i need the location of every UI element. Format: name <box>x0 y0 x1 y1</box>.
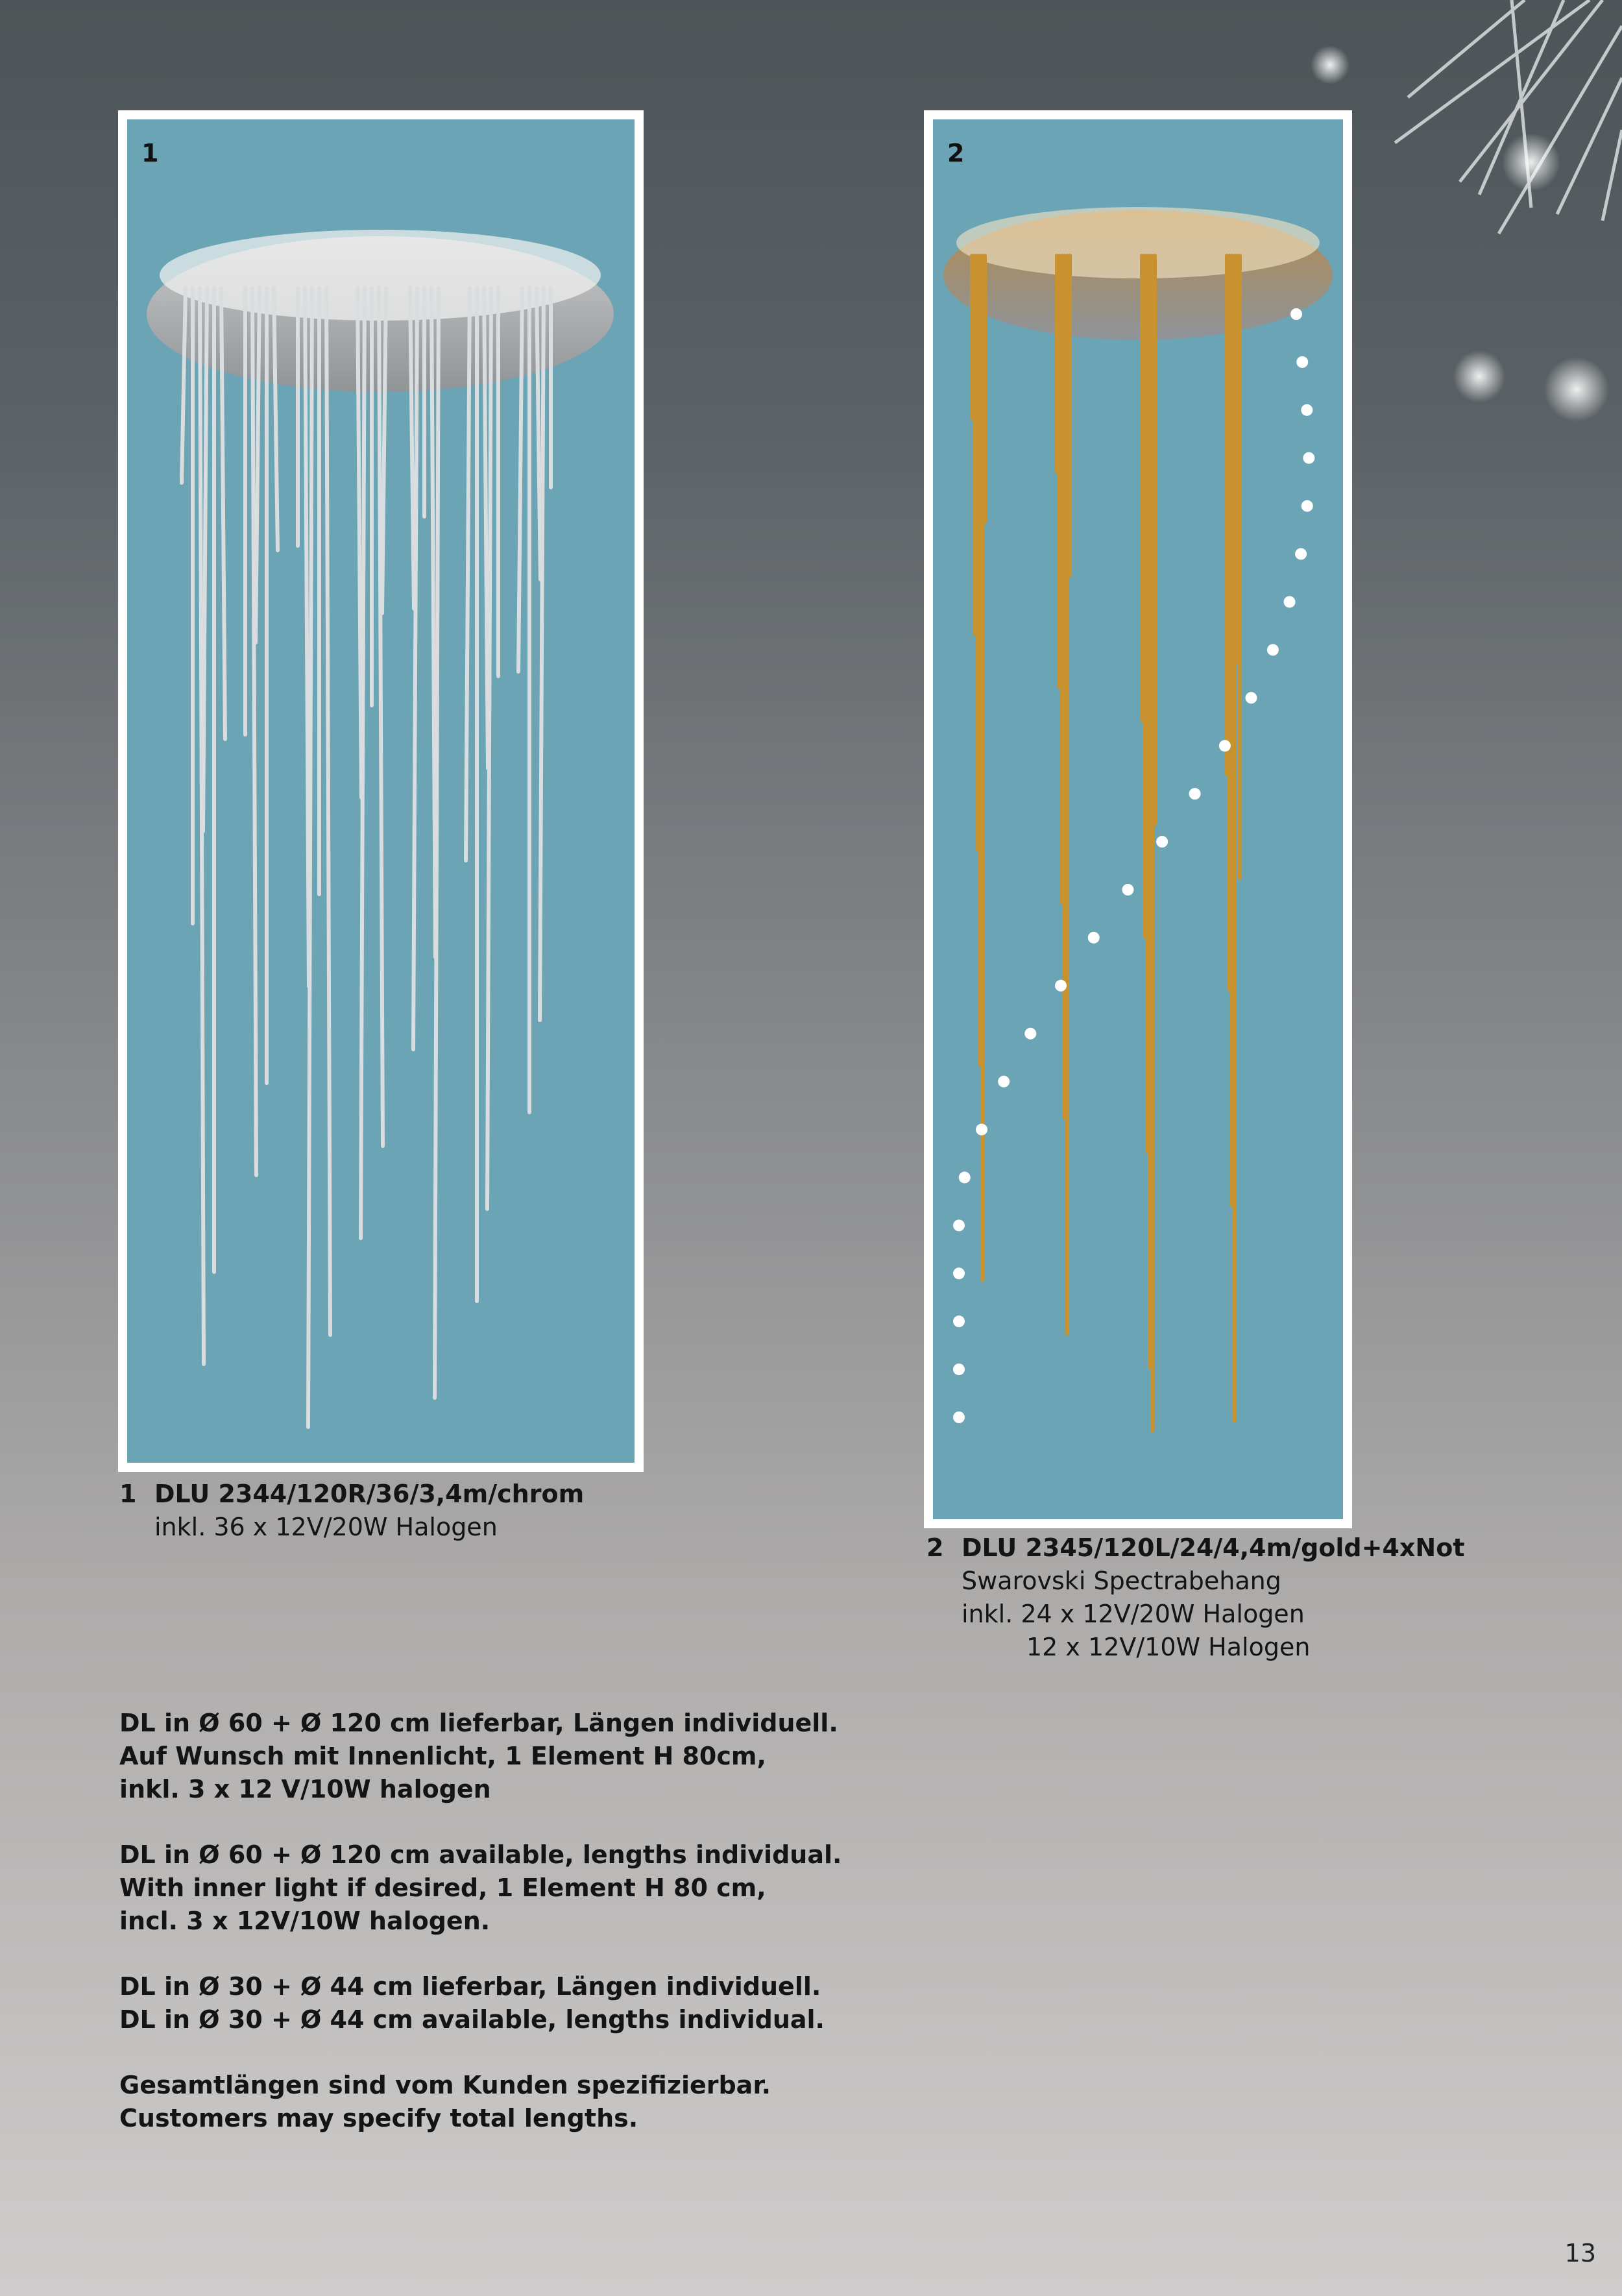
panel-number-1: 1 <box>141 139 159 167</box>
crystal-pendant <box>1290 308 1302 320</box>
chrome-rod <box>435 288 439 1398</box>
info-paragraph-30-44 <box>119 1970 963 2036</box>
info-line: Auf Wunsch mit Innenlicht, 1 Element H 80cm, <box>119 1742 766 1770</box>
page-number: 13 <box>1564 2239 1596 2267</box>
crystal-pendant <box>1301 404 1313 416</box>
crystal-pendant <box>1245 692 1257 703</box>
product-code-2: DLU 2345/120L/24/4,4m/gold+4xNot <box>962 1533 1465 1562</box>
chrome-rod <box>252 288 256 1175</box>
chrome-rod <box>308 288 312 1427</box>
crystal-pendant <box>953 1411 965 1423</box>
info-line: Customers may specify total lengths. <box>119 2104 638 2132</box>
info-paragraph-en-60-120 <box>119 1838 963 1938</box>
crystal-pendant <box>1055 980 1067 992</box>
crystal-pendant <box>1303 452 1314 464</box>
info-text-block <box>119 1707 963 2168</box>
product-code-1: DLU 2344/120R/36/3,4m/chrom <box>154 1480 585 1508</box>
product-image-panel-1 <box>118 110 644 1472</box>
chrome-rod <box>379 288 383 1146</box>
crystal-pendant <box>1088 932 1100 944</box>
crystal-pendant <box>959 1171 971 1183</box>
info-line: DL in Ø 60 + Ø 120 cm lieferbar, Längen individuell. <box>119 1709 838 1737</box>
chrome-rod <box>361 288 365 1238</box>
info-line: Gesamtlängen sind vom Kunden spezifizierbar. <box>119 2071 771 2099</box>
info-paragraph-de-60-120 <box>119 1707 963 1806</box>
crystal-pendant <box>976 1124 987 1136</box>
info-line: DL in Ø 30 + Ø 44 cm available, lengths individual. <box>119 2005 825 2034</box>
chrome-chandelier-illustration <box>127 119 635 1463</box>
crystal-pendant <box>953 1315 965 1327</box>
crystal-pendant <box>953 1363 965 1375</box>
product-detail-2-1: Swarovski Spectrabehang <box>962 1567 1281 1595</box>
chrome-rod <box>203 288 207 831</box>
info-line: DL in Ø 60 + Ø 120 cm available, lengths individual. <box>119 1840 842 1869</box>
crystal-pendant <box>953 1219 965 1231</box>
gold-chandelier-illustration <box>933 119 1343 1519</box>
info-line: inkl. 3 x 12 V/10W halogen <box>119 1775 491 1803</box>
product-detail-2-2: inkl. 24 x 12V/20W Halogen <box>962 1600 1305 1628</box>
info-line: DL in Ø 30 + Ø 44 cm lieferbar, Längen individuell. <box>119 1972 821 2001</box>
info-paragraph-lengths <box>119 2069 963 2135</box>
crystal-pendant <box>1267 644 1279 655</box>
info-line: With inner light if desired, 1 Element H 80 cm, <box>119 1874 766 1902</box>
crystal-pendant <box>998 1076 1010 1088</box>
info-line: incl. 3 x 12V/10W halogen. <box>119 1907 490 1935</box>
caption-number-1: 1 <box>119 1480 137 1508</box>
crystal-pendant <box>1156 836 1168 848</box>
crystal-pendant <box>1189 788 1201 800</box>
crystal-pendant <box>1122 884 1133 896</box>
product-detail-2-3: 12 x 12V/10W Halogen <box>1026 1633 1311 1661</box>
chrome-rod <box>413 288 417 1049</box>
product-detail-1-1: inkl. 36 x 12V/20W Halogen <box>154 1513 498 1541</box>
crystal-pendant <box>1219 740 1231 751</box>
product-caption-1 <box>119 1478 703 1544</box>
crystal-pendant <box>1301 500 1313 512</box>
product-image-panel-2 <box>924 110 1352 1528</box>
chrome-rod <box>326 288 330 1335</box>
panel-number-2: 2 <box>947 139 965 167</box>
chrome-rod <box>540 288 544 1020</box>
crystal-pendant <box>1284 596 1296 607</box>
crystal-pendant <box>953 1267 965 1279</box>
crystal-pendant <box>1024 1028 1036 1040</box>
crystal-pendant <box>1295 548 1307 560</box>
chrome-rod <box>487 288 491 1209</box>
crystal-pendant <box>1296 356 1308 368</box>
caption-number-2: 2 <box>926 1533 944 1562</box>
product-caption-2 <box>926 1532 1510 1664</box>
